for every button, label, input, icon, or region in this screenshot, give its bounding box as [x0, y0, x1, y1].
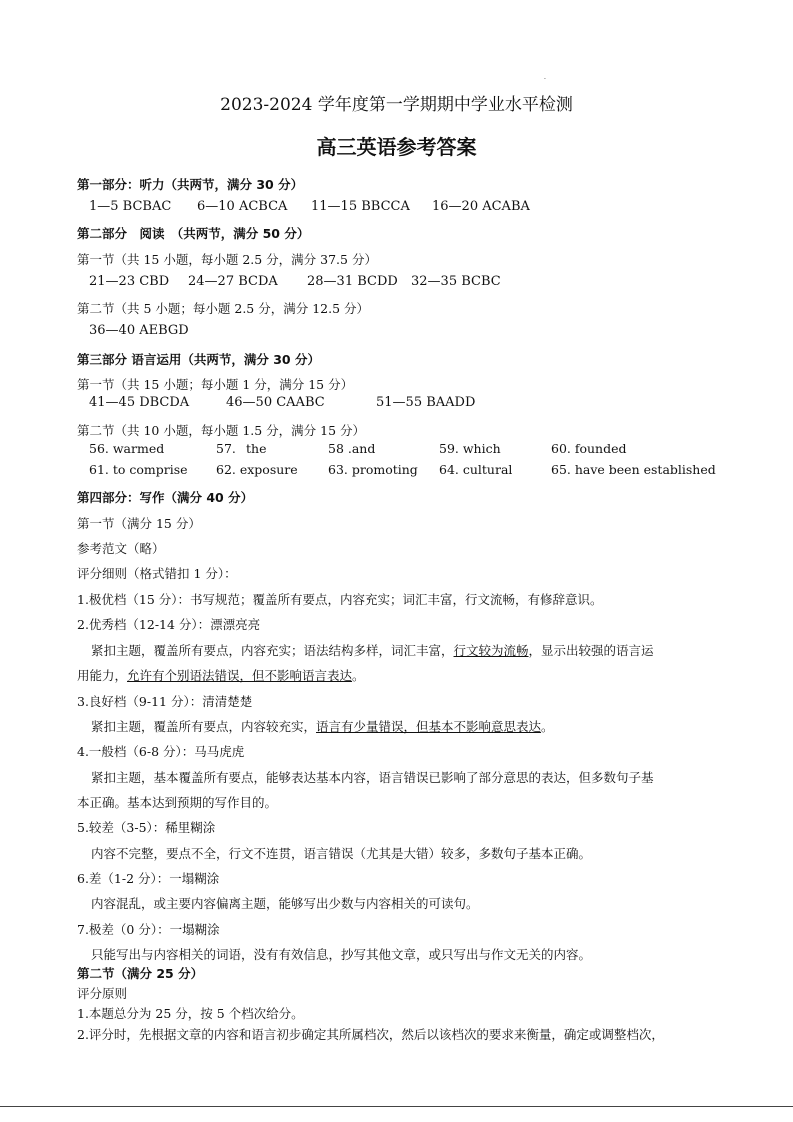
grade-2-text-f: 。 — [352, 668, 365, 683]
answer-group: 16—20 ACABA — [432, 199, 530, 214]
part4-section2-title: 第二节（满分 25 分） — [77, 966, 204, 981]
principle-2: 2.评分时，先根据文章的内容和语言初步确定其所属档次，然后以该档次的要求来衡量，确定或调整档次， — [77, 1027, 664, 1042]
grade-2-desc — [91, 641, 654, 659]
document-subtitle: 高三英语参考答案 — [316, 135, 477, 159]
grade-2-desc-cont — [77, 666, 365, 684]
grade-2-text-c: ，显示出较强的语言运 — [528, 643, 654, 658]
grade-6-desc: 内容混乱，或主要内容偏离主题，能够写出少数与内容相关的可读句。 — [91, 896, 479, 911]
part1-heading: 第一部分：听力（共两节，满分 30 分） — [77, 177, 304, 192]
answer-group: 36—40 AEBGD — [89, 323, 189, 338]
grade-2-underline-b: 允许有个别语法错误，但不影响语言表达 — [127, 668, 353, 683]
answer-item: 56. warmed — [89, 441, 165, 456]
part4-section1-title: 第一节（满分 15 分） — [77, 516, 201, 531]
principles-title: 评分原则 — [77, 986, 128, 1001]
answer-group: 21—23 CBD — [89, 274, 170, 289]
answer-group: 1—5 BCBAC — [89, 199, 172, 214]
answer-group: 28—31 BCDD — [307, 274, 398, 289]
principle-1: 1.本题总分为 25 分，按 5 个档次给分。 — [77, 1006, 304, 1021]
answer-item: 60. founded — [551, 441, 627, 456]
grade-3-text-c: 。 — [541, 719, 554, 734]
grade-7-title: 7.极差（0 分）：一塌糊涂 — [77, 922, 220, 937]
answer-item: 57. — [216, 441, 236, 456]
answer-item: 59. which — [439, 441, 501, 456]
grade-3-text-a: 紧扣主题，覆盖所有要点，内容较充实， — [91, 719, 317, 734]
part3-heading: 第三部分 语言运用（共两节，满分 30 分） — [77, 352, 320, 367]
part2-heading: 第二部分 阅读 （共两节，满分 50 分） — [77, 226, 310, 241]
part2-section2-title: 第二节（共 5 小题；每小题 2.5 分，满分 12.5 分） — [77, 301, 370, 316]
answer-group: 11—15 BBCCA — [311, 199, 410, 214]
grade-2-text-d: 用能力， — [77, 668, 128, 683]
answer-group: 24—27 BCDA — [188, 274, 278, 289]
grade-3-title: 3.良好档（9-11 分）：清清楚楚 — [77, 694, 253, 709]
part2-section1-title: 第一节（共 15 小题，每小题 2.5 分，满分 37.5 分） — [77, 252, 377, 267]
part3-section2-title: 第二节（共 10 小题，每小题 1.5 分，满分 15 分） — [77, 423, 366, 438]
answer-group: 32—35 BCBC — [411, 274, 501, 289]
document-title: 2023-2024 学年度第一学期期中学业水平检测 — [220, 95, 573, 115]
grade-7-desc: 只能写出与内容相关的词语，没有有效信息，抄写其他文章，或只写出与作文无关的内容。 — [91, 947, 592, 962]
answer-item: 62. exposure — [216, 462, 298, 477]
grade-6-title: 6.差（1-2 分）：一塌糊涂 — [77, 871, 220, 886]
grade-4-title: 4.一般档（6-8 分）：马马虎虎 — [77, 744, 245, 759]
rules-title: 评分细则（格式错扣 1 分）： — [77, 566, 237, 581]
answer-item: 63. promoting — [328, 462, 418, 477]
part3-section1-title: 第一节（共 15 小题；每小题 1 分，满分 15 分） — [77, 377, 354, 392]
grade-2-title: 2.优秀档（12-14 分）：漂漂亮亮 — [77, 617, 261, 632]
answer-item: 65. have been established — [551, 462, 716, 477]
grade-3-underline: 语言有少量错误，但基本不影响意思表达 — [316, 719, 542, 734]
sample-note: 参考范文（略） — [77, 541, 165, 556]
grade-5-desc: 内容不完整，要点不全，行文不连贯，语言错误（尤其是大错）较多，多数句子基本正确。 — [91, 846, 592, 861]
grade-4-desc-cont: 本正确。基本达到预期的写作目的。 — [77, 795, 278, 810]
grade-3-desc — [91, 717, 554, 735]
page-mark: . — [544, 74, 546, 81]
answer-group: 46—50 CAABC — [226, 395, 325, 410]
grade-1: 1.极优档（15 分）：书写规范；覆盖所有要点，内容充实；词汇丰富，行文流畅，有修辞意识。 — [77, 592, 603, 607]
answer-item: the — [246, 441, 267, 456]
grade-2-text-a: 紧扣主题，覆盖所有要点，内容充实；语法结构多样，词汇丰富， — [91, 643, 454, 658]
answer-group: 51—55 BAADD — [376, 395, 476, 410]
answer-item: 61. to comprise — [89, 462, 188, 477]
answer-item: 64. cultural — [439, 462, 513, 477]
grade-2-underline-a: 行文较为流畅 — [453, 643, 529, 658]
answer-group: 41—45 DBCDA — [89, 395, 190, 410]
part4-heading: 第四部分：写作（满分 40 分） — [77, 490, 254, 505]
answer-group: 6—10 ACBCA — [197, 199, 288, 214]
answer-item: 58 .and — [328, 441, 376, 456]
grade-4-desc: 紧扣主题，基本覆盖所有要点，能够表达基本内容，语言错误已影响了部分意思的表达，但多数句子基 — [91, 770, 654, 785]
grade-5-title: 5.较差（3-5）：稀里糊涂 — [77, 820, 216, 835]
page-bottom-divider — [0, 1106, 793, 1107]
